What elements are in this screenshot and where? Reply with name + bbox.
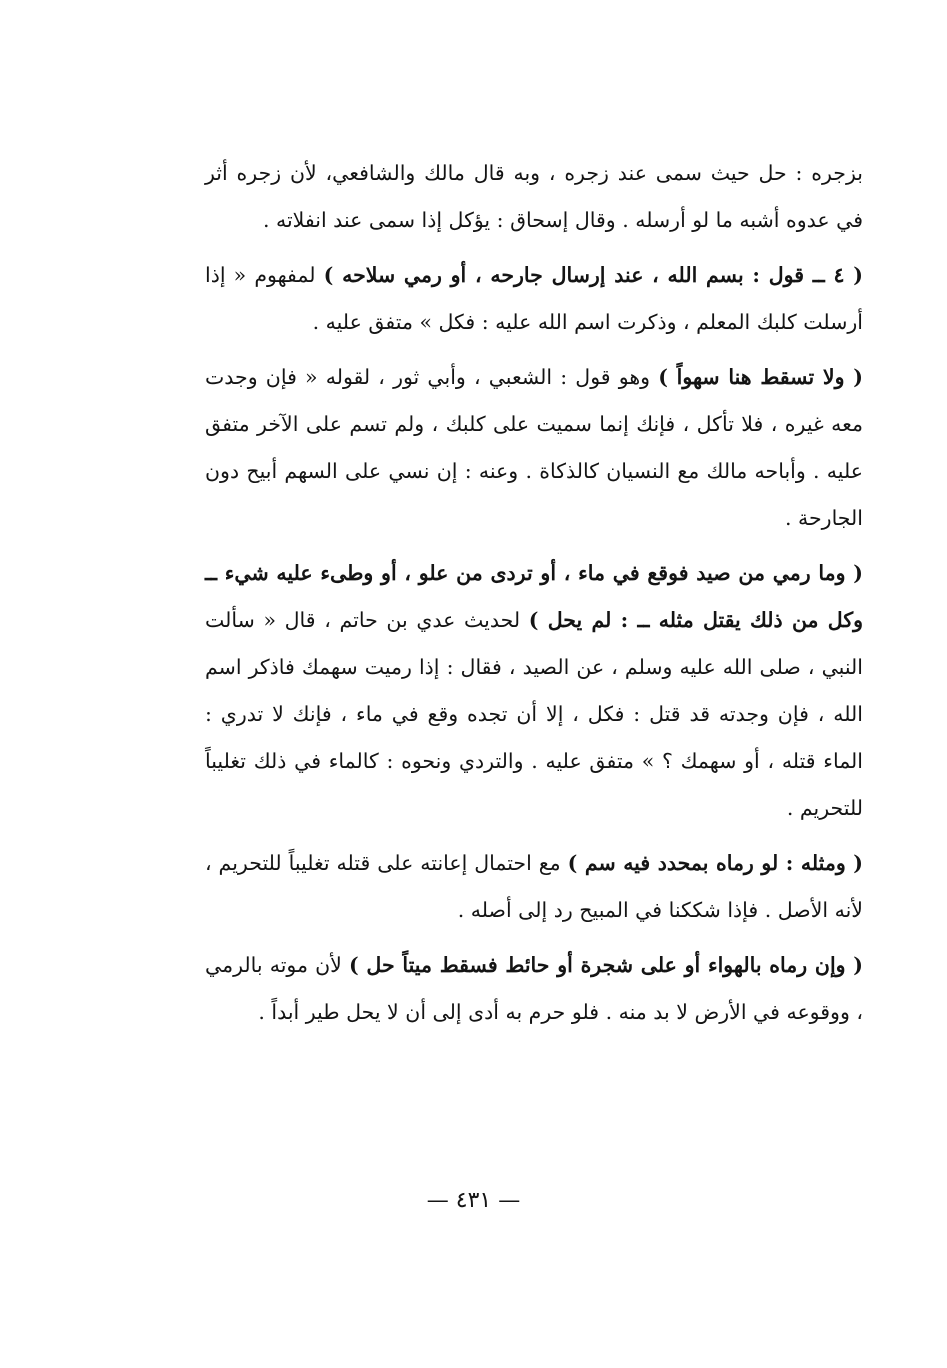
paragraph-6-text: لأن موته بالرمي ، ووقوعه في الأرض لا بد منه . فلو حرم به أدى إلى أن لا يحل طير أبداً .	[205, 953, 863, 1024]
paragraph-3	[205, 354, 863, 542]
page-number: — ٤٣١ —	[426, 1188, 521, 1213]
paragraph-5-text: مع احتمال إعانته على قتله تغليباً للتحريم ، لأنه الأصل . فإذا شككنا في المبيح رد إلى أصله .	[205, 851, 863, 922]
paragraph-2-heading: ( ٤ ــ قول : بسم الله ، عند إرسال جارحه ، أو رمي سلاحه )	[323, 263, 863, 287]
paragraph-6-heading: ( وإن رماه بالهواء أو على شجرة أو حائط فسقط ميتاً حل )	[348, 953, 864, 977]
paragraph-5	[205, 840, 863, 934]
paragraph-2-text: لمفهوم « إذا أرسلت كلبك المعلم ، وذكرت اسم الله عليه : فكل » متفق عليه .	[205, 263, 863, 334]
paragraph-4	[205, 550, 863, 832]
paragraph-6	[205, 942, 863, 1036]
paragraph-2	[205, 252, 863, 346]
body-text	[205, 150, 863, 1036]
paragraph-1-text: بزجره : حل حيث سمى عند زجره ، وبه قال مالك والشافعي، لأن زجره أثر في عدوه أشبه ما لو أرسله . وقال إسحاق : يؤكل إذا سمى عند انفلاته .	[205, 161, 863, 232]
paragraph-1	[205, 150, 863, 244]
paragraph-5-heading: ( ومثله : لو رماه بمحدد فيه سم )	[567, 851, 863, 875]
paragraph-4-text: لحديث عدي بن حاتم ، قال « سألت النبي ، صلى الله عليه وسلم ، عن الصيد ، فقال : إذا رميت سهمك فاذكر اسم الله ، فإن وجدته قد قتل : فكل ، إلا أن تجده وقع في ماء ، فإنك لا تدري : الماء قتله ، أو سهمك ؟ » متفق عليه . والتردي ونحوه : كالماء في ذلك تغليباً للتحريم .	[205, 608, 863, 820]
paragraph-3-heading: ( ولا تسقط هنا سهواً )	[658, 365, 863, 389]
paragraph-4-heading: ( وما رمي من صيد فوقع في ماء ، أو تردى من علو ، أو وطىء عليه شيء ــ وكل من ذلك يقتل مثله ــ : لم يحل )	[205, 561, 863, 632]
paragraph-3-text: وهو قول : الشعبي ، وأبي ثور ، لقوله « فإن وجدت معه غيره ، فلا تأكل ، فإنك إنما سميت على كلبك ، ولم تسم على الآخر متفق عليه . وأباحه مالك مع النسيان كالذكاة . وعنه : إن نسي على السهم أبيح دون الجارحة .	[205, 365, 863, 530]
